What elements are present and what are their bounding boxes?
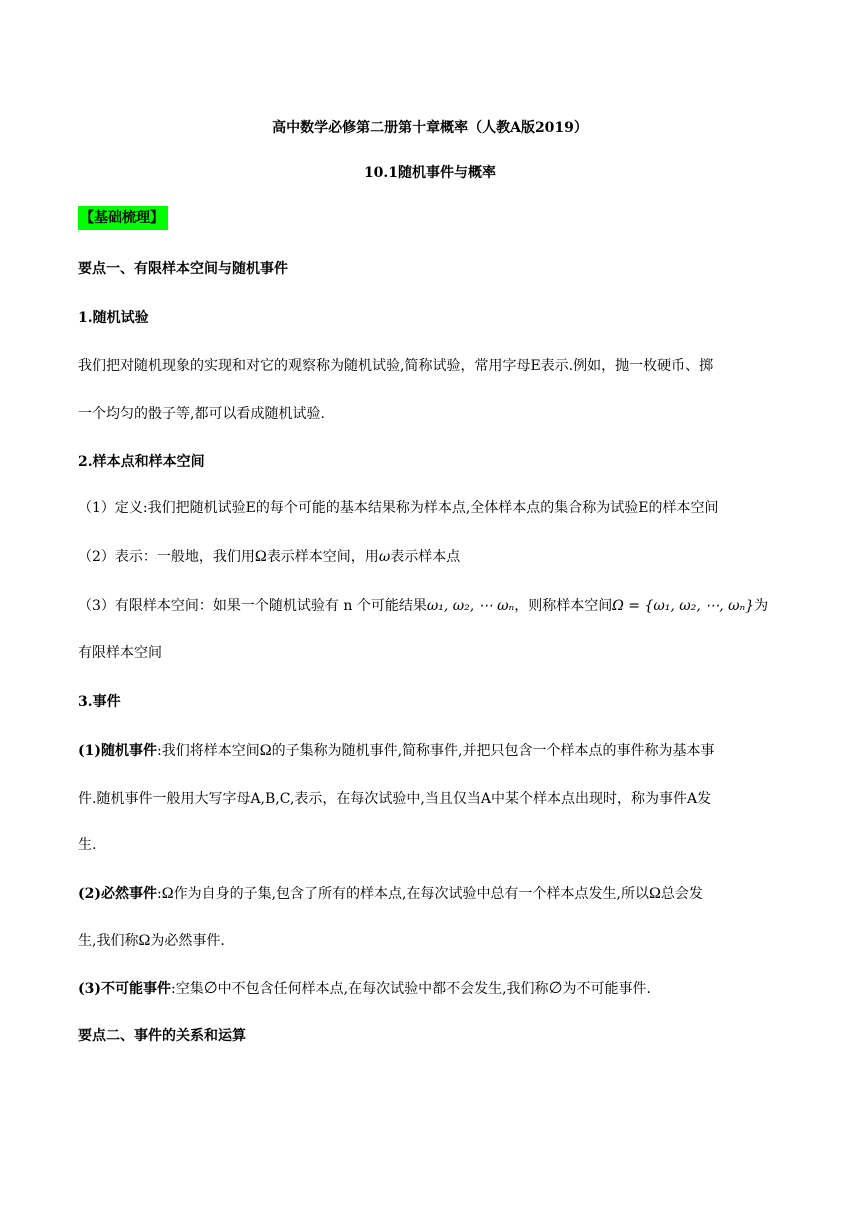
sub2-item3	[78, 596, 768, 616]
certain-event-text-b: 作为自身的子集,包含了所有的样本点,在每次试验中总有一个样本点发生,所以	[173, 886, 649, 902]
omega-symbol: Ω	[648, 885, 661, 902]
random-event-line3: 生.	[78, 837, 97, 853]
omega-symbol: Ω	[161, 885, 174, 902]
sub2-item3-text-b: ，则称样本空间	[514, 598, 613, 614]
random-event-line1	[78, 741, 715, 761]
random-event-text-a: :我们将样本空间	[157, 743, 260, 759]
certain-event-label: (2)必然事件	[78, 886, 157, 902]
empty-set-symbol: ∅	[203, 980, 218, 997]
random-event-line2: 件.随机事件一般用大写字母A,B,C,表示，在每次试验中,当且仅当A中某个样本点出现时，称为事件A发	[78, 791, 712, 807]
certain-event-line2	[78, 931, 225, 951]
sub2-item2-text-a: （2）表示：一般地，我们用	[78, 549, 255, 565]
impossible-event-text-b: 中不包含任何样本点,在每次试验中都不会发生,我们称	[217, 981, 549, 997]
certain-event-line2-text-b: 为必然事件.	[150, 933, 225, 949]
basics-tag	[78, 206, 168, 230]
sub2-item1: （1）定义:我们把随机试验E的每个可能的基本结果称为样本点,全体样本点的集合称为试验E的样本空间	[78, 500, 719, 516]
document-title: 高中数学必修第二册第十章概率（人教A版2019）	[272, 120, 588, 136]
empty-set-symbol: ∅	[548, 980, 563, 997]
certain-event-line1	[78, 884, 703, 904]
sub2-item3-text-a: （3）有限样本空间：如果一个随机试验有 n 个可能结果	[78, 598, 427, 614]
impossible-event-label: (3)不可能事件	[78, 981, 171, 997]
outcome-sequence: ω₁, ω₂, ⋯ ωₙ	[426, 598, 515, 614]
sub2-item2	[78, 547, 460, 567]
sub2-item3-line2: 有限样本空间	[78, 645, 162, 661]
omega-symbol: Ω	[254, 548, 267, 565]
sub1-paragraph-line2: 一个均匀的骰子等,都可以看成随机试验.	[78, 406, 325, 422]
section1-heading: 要点一、有限样本空间与随机事件	[78, 261, 288, 277]
sample-point-symbol: ω	[378, 549, 391, 565]
omega-symbol: Ω	[259, 742, 272, 759]
sample-space-set: Ω = {ω₁, ω₂, ⋯, ωₙ}	[612, 598, 755, 614]
random-event-text-b: 的子集称为随机事件,简称事件,并把只包含一个样本点的事件称为基本事	[271, 743, 715, 759]
sub2-item2-text-c: 表示样本点	[390, 549, 461, 565]
basics-tag-label: 【基础梳理】	[78, 206, 168, 230]
certain-event-text-c: 总会发	[660, 886, 703, 902]
sub1-paragraph-line1: 我们把对随机现象的实现和对它的观察称为随机试验,简称试验，常用字母E表示.例如，抛一枚硬币、掷	[78, 358, 714, 374]
document-subtitle: 10.1随机事件与概率	[363, 165, 497, 181]
sub3-heading: 3.事件	[78, 694, 121, 710]
certain-event-text-a: :	[157, 886, 162, 902]
impossible-event-text-a: :空集	[171, 981, 204, 997]
certain-event-line2-text-a: 生,我们称	[78, 933, 139, 949]
sub2-item3-text-c: 为	[754, 598, 769, 614]
impossible-event-text-c: 为不可能事件.	[562, 981, 651, 997]
sub2-item2-text-b: 表示样本空间，用	[266, 549, 379, 565]
section2-heading: 要点二、事件的关系和运算	[78, 1028, 246, 1044]
sub1-heading: 1.随机试验	[78, 310, 149, 326]
random-event-label: (1)随机事件	[78, 743, 157, 759]
impossible-event-line	[78, 979, 651, 999]
omega-symbol: Ω	[138, 932, 151, 949]
sub2-heading: 2.样本点和样本空间	[78, 454, 205, 470]
